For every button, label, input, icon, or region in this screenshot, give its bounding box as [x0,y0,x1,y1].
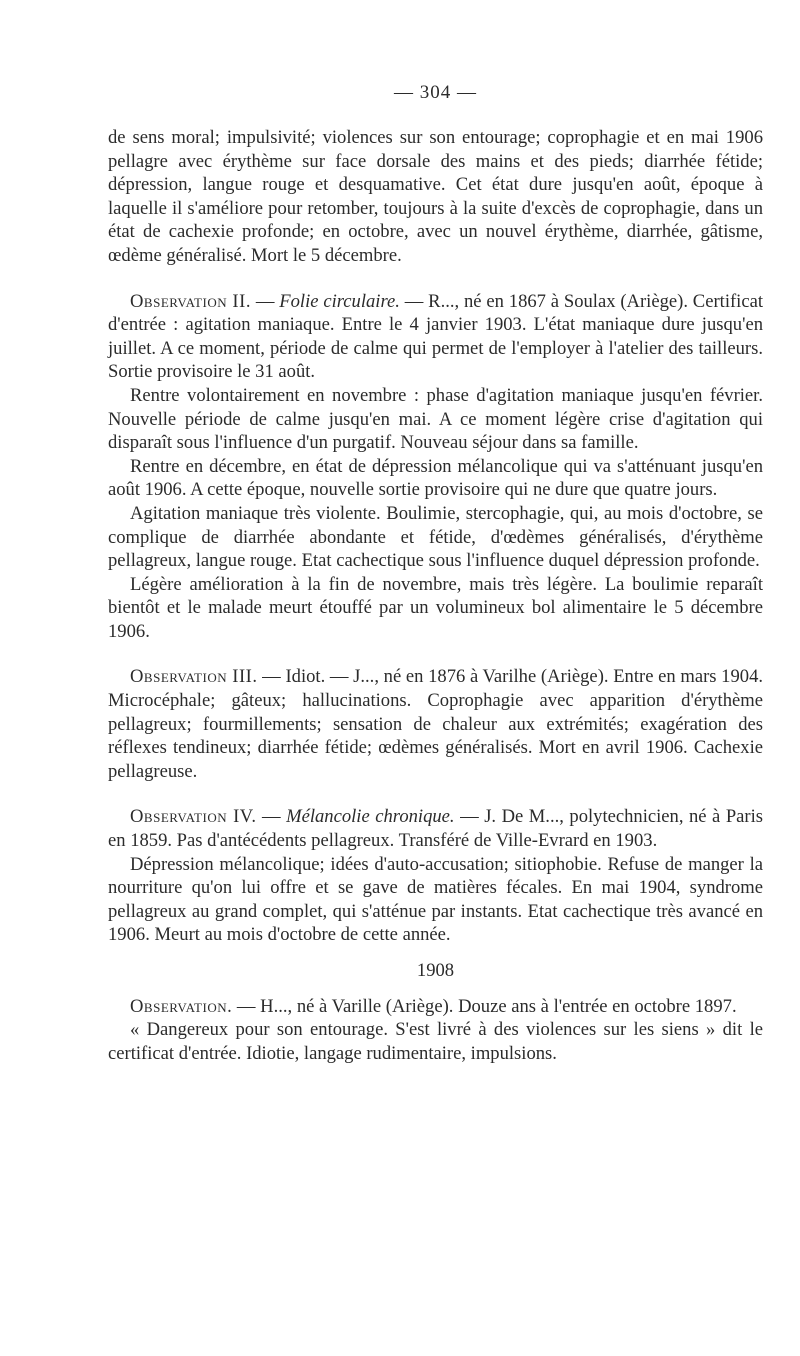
observation-4-separator: — [256,806,287,828]
spacer [108,643,763,665]
document-body [108,126,763,1065]
observation-3-label: Observation III. [130,666,258,688]
spacer [108,268,763,290]
year-heading: 1908 [416,960,455,981]
spacer [108,783,763,805]
observation-2-paragraph-4: Agitation maniaque très violente. Boulimie, stercophagie, qui, au mois d'octobre, se complique de diarrhée abondante et fétide, d'œdèmes généralisés, d'érythème pellagreux, langue rouge. Etat cachectique sous l'influence duquel dépression profonde. [108,502,763,572]
observation-2-paragraph-3: Rentre en décembre, en état de dépression mélancolique qui va s'atténuant jusqu'en août 1906. A cette époque, nouvelle sortie provisoire qui ne dure que quatre jours. [108,455,763,501]
observation-2-title: Folie circulaire. [279,290,400,312]
observation-5-label: Observation. [130,995,233,1017]
observation-5-text: — H..., né à Varille (Ariège). Douze ans à l'entrée en octobre 1897. [232,995,737,1017]
observation-3-header [108,665,763,783]
observation-4-title: Mélancolie chronique. [286,806,455,828]
observation-4-header [108,805,763,852]
observation-5-paragraph-2: « Dangereux pour son entourage. S'est livré à des violences sur les siens » dit le certificat d'entrée. Idiotie, langage rudimentaire, impulsions. [108,1019,763,1064]
observation-5-header [108,995,763,1019]
observation-2-text: — R..., né en 1867 à Soulax (Ariège). Certificat d'entrée : agitation maniaque. Entre le 4 janvier 1903. L'état maniaque dure jusqu'en juillet. A ce moment, période de calme qui permet de l'employer à l'atelier des tailleurs. Sortie provisoire le 31 août. [108,290,764,383]
observation-4-text: — J. De M..., polytechnicien, né à Paris en 1859. Pas d'antécédents pellagreux. Transféré de Ville-Evrard en 1903. [108,806,764,852]
observation-4-label: Observation IV. [130,806,257,828]
observation-2-label: Observation II. [130,290,251,312]
observation-2-paragraph-5: Légère amélioration à la fin de novembre, mais très légère. La boulimie reparaît bientôt et le malade meurt étouffé par un volumineux bol alimentaire le 5 décembre 1906. [108,573,763,642]
paragraph-continuation: de sens moral; impulsivité; violences sur son entourage; coprophagie et en mai 1906 pellagre avec érythème sur face dorsale des mains et des pieds; diarrhée fétide; dépression, langue rouge et desquamative. Cet état dure jusqu'en août, époque à laquelle il s'améliore pour retomber, toujours à la suite d'excès de coprophagie, dans un état de cachexie profonde; en octobre, avec un nouvel érythème, diarrhée, gâtisme, œdème généralisé. Mort le 5 décembre. [108,127,763,266]
observation-3-text: — Idiot. — J..., né en 1876 à Varilhe (Ariège). Entre en mars 1904. Microcéphale; gâteux; hallucinations. Coprophagie avec apparition d'érythème pellagreux; fourmillements; sensation de chaleur aux extrémités; exagération des réflexes tendineux; diarrhée fétide; œdèmes généralisés. Mort en avril 1906. Cachexie pellagreuse. [108,666,764,782]
observation-4-paragraph-2: Dépression mélancolique; idées d'auto-accusation; sitiophobie. Refuse de manger la nourriture qu'on lui offre et se gave de matières fécales. En mai 1904, syndrome pellagreux au grand complet, qui s'atténue par instants. Etat cachectique très avancé en 1906. Meurt au mois d'octobre de cette année. [108,853,763,946]
observation-2-paragraph-2: Rentre volontairement en novembre : phase d'agitation maniaque jusqu'en février. Nouvelle période de calme jusqu'en mai. A ce moment légère crise d'agitation qui disparaît sous l'influence d'un purgatif. Nouveau séjour dans sa famille. [108,384,763,454]
observation-2-header [108,290,763,384]
observation-2-separator: — [250,290,280,312]
page-number: — 304 — [394,82,477,103]
